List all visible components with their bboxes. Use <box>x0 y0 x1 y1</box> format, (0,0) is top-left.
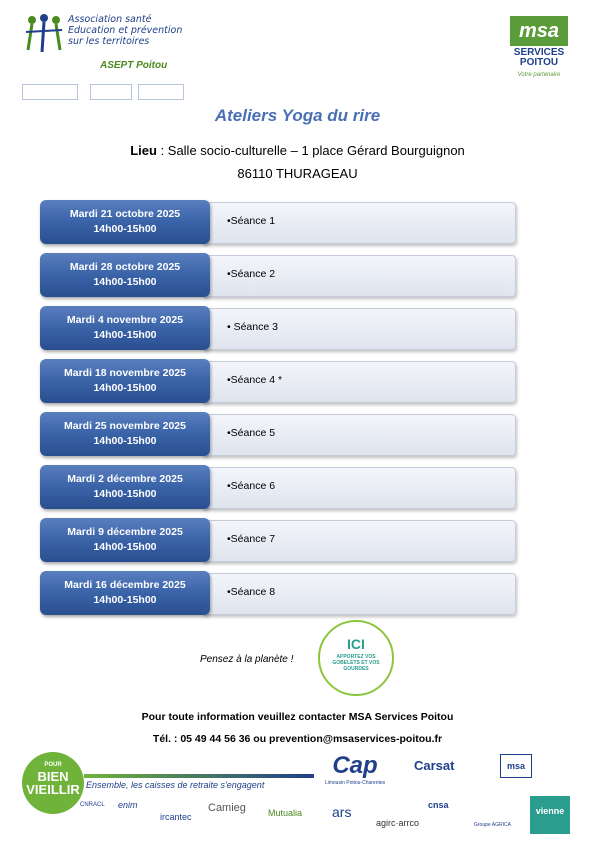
planet-reminder: Pensez à la planète ! <box>200 654 294 665</box>
cnracl-logo: CNRACL <box>80 802 105 808</box>
session-label-box <box>202 202 516 244</box>
session-row <box>40 412 516 456</box>
session-date-box <box>40 518 210 562</box>
footer-divider <box>84 774 314 778</box>
session-date: Mardi 28 octobre 2025 <box>69 261 181 273</box>
ircantec-logo: ircantec <box>160 812 192 822</box>
session-row <box>40 306 516 350</box>
partner-mini-logo-2 <box>90 84 132 100</box>
people-figures-icon <box>22 12 66 56</box>
session-label: •Séance 4 * <box>227 374 283 386</box>
session-label-box <box>202 467 516 509</box>
session-label-box <box>202 308 516 350</box>
contact-phone-email: Tél. : 05 49 44 56 36 ou prevention@msaservices-poitou.fr <box>152 733 443 745</box>
msa-logo-name: SERVICES POITOU <box>513 47 565 68</box>
session-row <box>40 253 516 297</box>
asept-line-2: Education et prévention <box>68 25 183 36</box>
badge-subtitle: APPORTEZ VOS GOBELETS ET VOS GOURDES <box>332 654 380 672</box>
session-label-box <box>202 255 516 297</box>
msa-small-logo: msa <box>500 754 532 778</box>
footer-slogan: Ensemble, les caisses de retraite s'engagent <box>86 780 265 790</box>
session-row <box>40 200 516 244</box>
session-date-box <box>40 253 210 297</box>
session-date: Mardi 21 octobre 2025 <box>69 208 181 220</box>
session-time: 14h00-15h00 <box>93 541 157 553</box>
msa-services-poitou-logo <box>510 16 568 94</box>
msa-logo-mark: msa <box>510 16 568 46</box>
partner-mini-logo-3 <box>138 84 184 100</box>
session-date-box <box>40 359 210 403</box>
asept-line-1: Association santé <box>68 14 152 25</box>
asept-name: ASEPT Poitou <box>100 60 168 71</box>
location-city: 86110 THURAGEAU <box>237 166 358 181</box>
session-row <box>40 571 516 615</box>
enim-logo: enim <box>118 800 138 810</box>
session-date-box <box>40 306 210 350</box>
bring-cups-badge <box>318 620 394 696</box>
location-line <box>0 143 595 158</box>
bien-vieillir-main: BIEN VIEILLIR <box>26 769 80 797</box>
mutualia-logo: Mutualia <box>268 808 303 818</box>
session-time: 14h00-15h00 <box>93 223 157 235</box>
vienne-logo: vienne <box>530 796 570 834</box>
session-row <box>40 359 516 403</box>
asept-poitou-logo <box>22 12 192 77</box>
session-label: •Séance 2 <box>227 268 276 280</box>
location-address: : Salle socio-culturelle – 1 place Gérard Bourguignon <box>156 143 465 158</box>
session-label: •Séance 8 <box>227 586 276 598</box>
ars-logo: ars <box>332 804 352 820</box>
session-date-box <box>40 200 210 244</box>
cap-logo <box>320 752 390 792</box>
session-row <box>40 465 516 509</box>
session-label: •Séance 5 <box>227 427 276 439</box>
session-date-box <box>40 571 210 615</box>
session-label: • Séance 3 <box>227 321 278 333</box>
session-time: 14h00-15h00 <box>93 276 157 288</box>
session-label: •Séance 6 <box>227 480 276 492</box>
session-time: 14h00-15h00 <box>93 382 157 394</box>
agirc-arrco-logo: agirc·arrco <box>376 818 420 828</box>
session-time: 14h00-15h00 <box>93 329 157 341</box>
session-label-box <box>202 520 516 562</box>
carsat-logo: Carsat <box>414 758 455 773</box>
session-row <box>40 518 516 562</box>
session-label: •Séance 1 <box>227 215 276 227</box>
session-label-box <box>202 361 516 403</box>
session-label-box <box>202 414 516 456</box>
session-label: •Séance 7 <box>227 533 276 545</box>
page-title: Ateliers Yoga du rire <box>214 106 381 125</box>
msa-logo-slogan: Votre partenaire <box>517 72 561 78</box>
session-date: Mardi 25 novembre 2025 <box>64 420 186 432</box>
location-label: Lieu <box>130 143 157 158</box>
partner-mini-logo-1 <box>22 84 78 100</box>
session-date: Mardi 16 décembre 2025 <box>64 579 186 591</box>
session-time: 14h00-15h00 <box>93 594 157 606</box>
camieg-logo: Camieg <box>208 802 246 814</box>
session-date: Mardi 9 décembre 2025 <box>67 526 183 538</box>
session-date-box <box>40 412 210 456</box>
contact-line: Pour toute information veuillez contacter MSA Services Poitou <box>141 711 454 723</box>
bien-vieillir-top: POUR <box>44 762 62 768</box>
session-date: Mardi 4 novembre 2025 <box>66 314 184 326</box>
session-label-box <box>202 573 516 615</box>
session-date: Mardi 2 décembre 2025 <box>67 473 183 485</box>
session-date: Mardi 18 novembre 2025 <box>64 367 186 379</box>
cap-logo-text: Cap <box>332 752 378 779</box>
cap-logo-sub: Limousin Poitou-Charentes <box>324 780 386 786</box>
bien-vieillir-logo <box>22 752 84 814</box>
session-time: 14h00-15h00 <box>93 435 157 447</box>
asept-line-3: sur les territoires <box>68 36 150 47</box>
badge-title: ICI <box>347 636 365 652</box>
session-date-box <box>40 465 210 509</box>
session-time: 14h00-15h00 <box>93 488 157 500</box>
cnsa-logo: cnsa <box>428 800 449 810</box>
agrica-logo: Groupe AGRICA <box>474 822 511 828</box>
